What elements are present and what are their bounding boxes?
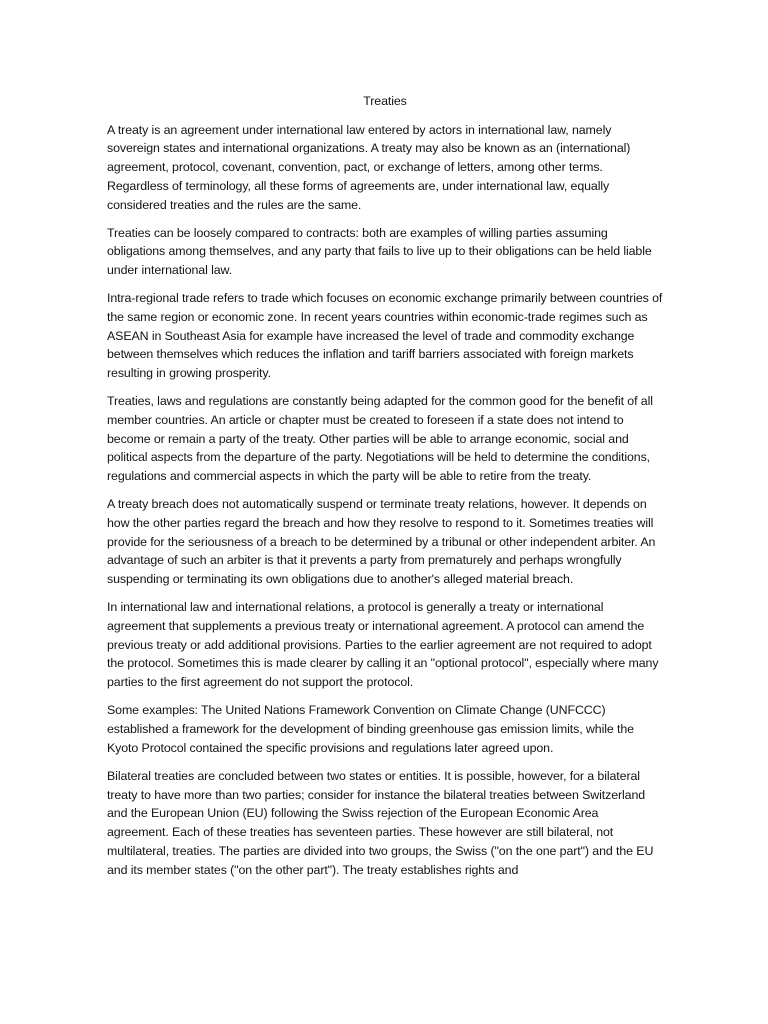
paragraph-contracts-comparison: Treaties can be loosely compared to contracts: both are examples of willing parties assuming obligations among themselves, and any party that fails to live up to their obligations can be held liable under international law. (107, 225, 652, 278)
paragraph-intra-regional-trade: Intra-regional trade refers to trade which focuses on economic exchange primarily between countries of the same region or economic zone. In recent years countries within economic-trade regimes such as ASEAN in Southeast Asia for example have increased the level of trade and commodity exchange between themselves which reduces the inflation and tariff barriers associated with foreign markets resulting in growing prosperity. (107, 291, 663, 381)
paragraph-treaty-breach: A treaty breach does not automatically suspend or terminate treaty relations, however. It depends on how the other parties regard the breach and how they resolve to respond to it. Sometimes treaties will provide for the seriousness of a breach to be determined by a tribunal or other independent arbiter. An advantage of such an arbiter is that it prevents a party from prematurely and perhaps wrongfully suspending or terminating its own obligations due to another's alleged material breach. (107, 497, 656, 587)
paragraph-examples: Some examples: The United Nations Framework Convention on Climate Change (UNFCCC) established a framework for the development of binding greenhouse gas emission limits, while the Kyoto Protocol contained the specific provisions and regulations later agreed upon. (107, 703, 634, 755)
page-title: Treaties (363, 94, 407, 108)
paragraph-adaptation: Treaties, laws and regulations are constantly being adapted for the common good for the benefit of all member countries. An article or chapter must be created to foreseen if a state does not intend to become or remain a party of the treaty. Other parties will be able to arrange economic, social and political aspects from the departure of the party. Negotiations will be held to determine the conditions, regulations and commercial aspects in which the party will be able to retire from the treaty. (107, 394, 653, 484)
paragraph-bilateral-treaties: Bilateral treaties are concluded between two states or entities. It is possible, however, for a bilateral treaty to have more than two parties; consider for instance the bilateral treaties between Switzerland and the European Union (EU) following the Swiss rejection of the European Economic Area agreement. Each of these treaties has seventeen parties. These however are still bilateral, not multilateral, treaties. The parties are divided into two groups, the Swiss ("on the one part") and the EU and its member states ("on the other part"). The treaty establishes rights and (107, 769, 654, 877)
document-body (107, 92, 663, 889)
paragraph-treaty-definition: A treaty is an agreement under international law entered by actors in international law, namely sovereign states and international organizations. A treaty may also be known as an (international) agreement, protocol, covenant, convention, pact, or exchange of letters, among other terms. Regardless of terminology, all these forms of agreements are, under international law, equally considered treaties and the rules are the same. (107, 122, 631, 212)
paragraph-protocol: In international law and international relations, a protocol is generally a treaty or international agreement that supplements a previous treaty or international agreement. A protocol can amend the previous treaty or add additional provisions. Parties to the earlier agreement are not required to adopt the protocol. Sometimes this is made clearer by calling it an "optional protocol", especially where many parties to the first agreement do not support the protocol. (107, 600, 659, 690)
